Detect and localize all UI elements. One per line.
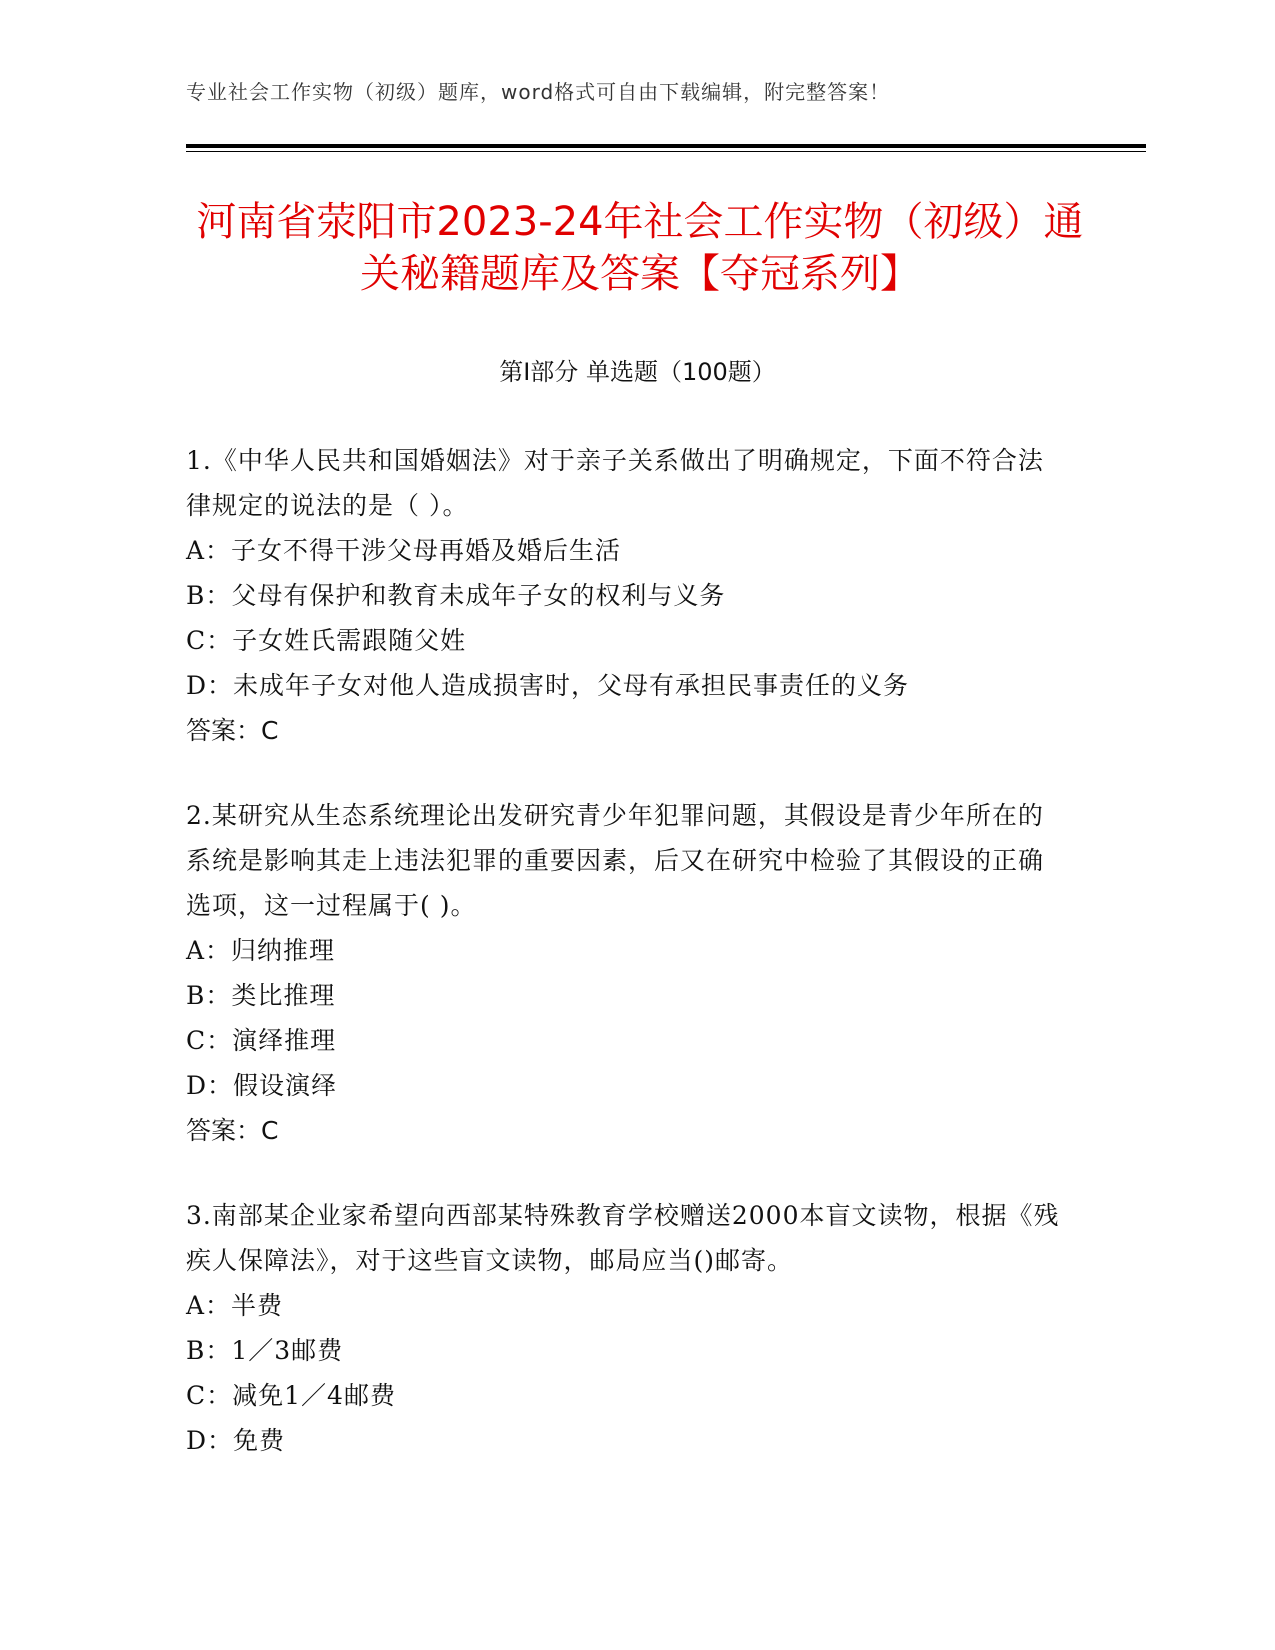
question-list [186, 438, 1066, 1503]
answer: 答案：C [186, 716, 279, 745]
header-divider-thin [186, 151, 1146, 152]
question-2 [186, 793, 1066, 1153]
option-b: B：父母有保护和教育未成年子女的权利与义务 [186, 581, 726, 610]
option-d: D：假设演绎 [186, 1071, 338, 1100]
question-text: 1.《中华人民共和国婚姻法》对于亲子关系做出了明确规定，下面不符合法律规定的说法的是（ ）。 [186, 446, 1044, 520]
option-c: C：子女姓氏需跟随父姓 [186, 626, 467, 655]
header-divider-thick [186, 144, 1146, 148]
header-note: 专业社会工作实物（初级）题库，word格式可自由下载编辑，附完整答案！ [186, 80, 891, 104]
option-d: D：免费 [186, 1426, 286, 1455]
option-a: A：归纳推理 [186, 936, 336, 965]
section-heading: 第Ⅰ部分 单选题（100题） [499, 358, 776, 386]
document-title: 河南省荥阳市2023-24年社会工作实物（初级）通关秘籍题库及答案【夺冠系列】 [196, 199, 1084, 297]
option-c: C：演绎推理 [186, 1026, 337, 1055]
question-text: 2.某研究从生态系统理论出发研究青少年犯罪问题，其假设是青少年所在的系统是影响其走上违法犯罪的重要因素，后又在研究中检验了其假设的正确选项，这一过程属于( )。 [186, 801, 1045, 920]
question-1 [186, 438, 1066, 753]
answer: 答案：C [186, 1116, 279, 1145]
option-a: A：半费 [186, 1291, 284, 1320]
option-b: B：类比推理 [186, 981, 336, 1010]
option-c: C：减免1／4邮费 [186, 1381, 396, 1410]
question-3 [186, 1193, 1066, 1463]
option-b: B：1／3邮费 [186, 1336, 344, 1365]
option-d: D：未成年子女对他人造成损害时，父母有承担民事责任的义务 [186, 671, 910, 700]
option-a: A：子女不得干涉父母再婚及婚后生活 [186, 536, 622, 565]
question-text: 3.南部某企业家希望向西部某特殊教育学校赠送2000本盲文读物，根据《残疾人保障法》，对于这些盲文读物，邮局应当()邮寄。 [186, 1201, 1060, 1275]
